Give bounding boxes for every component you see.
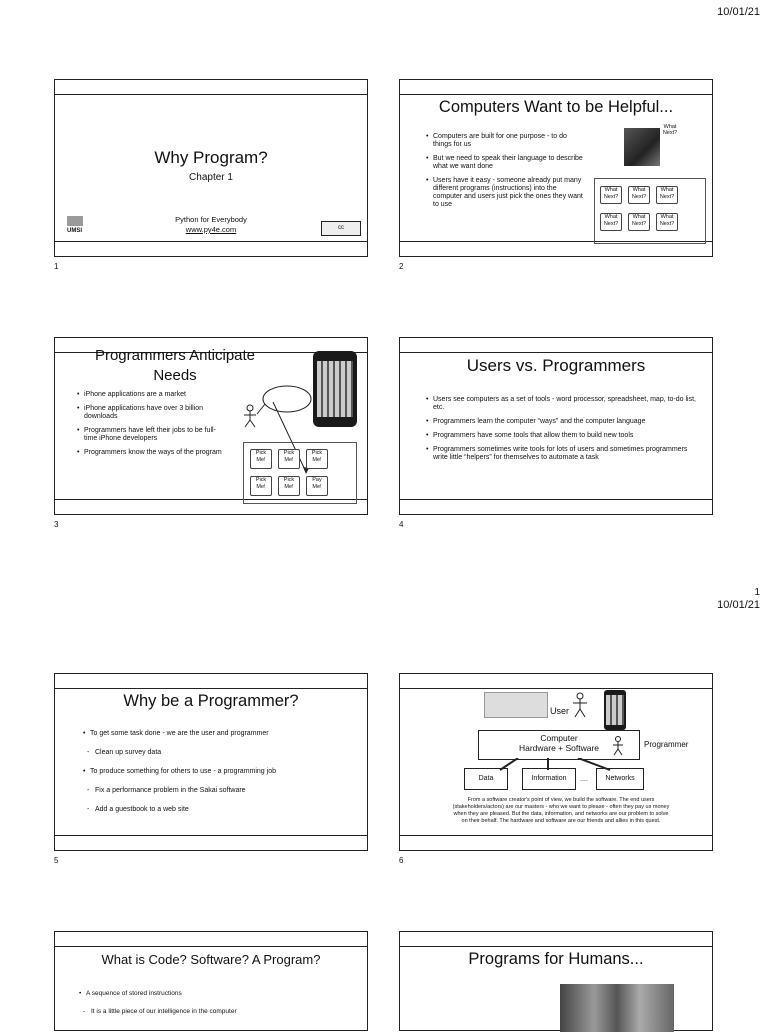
list-item: - Add a guestbook to a web site xyxy=(83,806,353,814)
user-label: User xyxy=(550,706,570,716)
people-photo xyxy=(560,984,674,1032)
bullet-list xyxy=(83,730,353,820)
course-link[interactable]: www.py4e.com xyxy=(185,225,237,234)
slide-8 xyxy=(399,931,713,1031)
programmer-stick-figure-icon xyxy=(610,736,626,756)
list-item: • iPhone applications are a market xyxy=(77,391,225,399)
app-box: Pick Me! xyxy=(278,449,300,469)
program-box: What Next? xyxy=(628,213,650,231)
hw-label-1: Computer xyxy=(540,733,578,743)
slide-number: 4 xyxy=(399,520,404,529)
phone-icon xyxy=(604,690,626,730)
programmer-label: Programmer xyxy=(644,740,689,749)
slide-caption: From a software creator's point of view, we build the software. The end users (stakeholders/actors) are our masters - who we want to please - often they pay us money when they are pleased. But the data, information, and networks are our problem to solve on their behalf. The hardware and software are our friends and allies in this quest. xyxy=(452,797,670,824)
app-box: Pick Me! xyxy=(250,449,272,469)
list-item: • Programmers sometimes write tools for lots of users and sometimes programmers write little “helpers” for themselves to automate a task xyxy=(426,446,701,462)
slide-3 xyxy=(54,337,368,515)
slide-7 xyxy=(54,931,368,1031)
slide-6 xyxy=(399,673,713,851)
list-item: • Programmers learn the computer “ways” and the computer language xyxy=(426,418,701,426)
program-box: What Next? xyxy=(600,186,622,204)
list-item: • Programmers have left their jobs to be full-time iPhone developers xyxy=(77,427,225,443)
slide-title: Computers Want to be Helpful... xyxy=(438,98,674,116)
slide-number: 3 xyxy=(54,520,59,529)
slide-subtitle: Chapter 1 xyxy=(189,172,233,183)
program-box: What Next? xyxy=(656,213,678,231)
slide-number: 1 xyxy=(54,262,59,271)
slide-title: Why be a Programmer? xyxy=(123,692,299,710)
slide-title: Programs for Humans... xyxy=(468,950,644,968)
what-next-bubble: What Next? xyxy=(662,124,678,136)
ellipsis-label: .... xyxy=(580,776,588,783)
app-box: Pick Me! xyxy=(278,476,300,496)
data-box: Data xyxy=(464,768,508,790)
cc-license-icon: cc xyxy=(321,221,361,236)
slide-5 xyxy=(54,673,368,851)
bullet-list xyxy=(79,990,349,1022)
slide-2 xyxy=(399,79,713,257)
list-item: • But we need to speak their language to describe what we want done xyxy=(426,155,586,171)
information-box: Information xyxy=(522,768,576,790)
bullet-list xyxy=(77,391,225,463)
page-number: 1 xyxy=(754,587,760,598)
program-box: What Next? xyxy=(628,186,650,204)
slide-title: What is Code? Software? A Program? xyxy=(101,952,321,967)
list-item: • To produce something for others to use - a programming job xyxy=(83,768,353,776)
networks-box: Networks xyxy=(596,768,644,790)
course-name: Python for Everybody xyxy=(175,215,247,224)
bullet-list xyxy=(426,396,701,468)
slide-number: 2 xyxy=(399,262,404,271)
umsi-logo-icon xyxy=(67,216,83,226)
app-box: Pick Me! xyxy=(306,449,328,469)
slide-4 xyxy=(399,337,713,515)
print-date-mid: 10/01/21 xyxy=(717,599,760,611)
list-item: - It is a little piece of our intelligence in the computer xyxy=(79,1008,349,1016)
list-item: • Programmers know the ways of the program xyxy=(77,449,225,457)
list-item: - Clean up survey data xyxy=(83,749,353,757)
slide-title: Programmers Anticipate Needs xyxy=(94,347,256,384)
document-thumbnail-icon xyxy=(484,692,548,718)
slide-title: Why Program? xyxy=(154,148,268,167)
logo-text: UMSI xyxy=(67,228,82,234)
computer-chip-icon xyxy=(624,128,660,166)
list-item: • Computers are built for one purpose - to do things for us xyxy=(426,133,586,149)
list-item: • Users have it easy - someone already put many different programs (instructions) into the computer and users just pick the ones they want to use xyxy=(426,177,586,209)
list-item: • To get some task done - we are the user and programmer xyxy=(83,730,353,738)
list-item: • A sequence of stored instructions xyxy=(79,990,349,998)
hw-label-2: Hardware + Software xyxy=(518,743,600,753)
program-box: What Next? xyxy=(600,213,622,231)
list-item: • Users see computers as a set of tools - word processor, spreadsheet, map, to-do list, etc. xyxy=(426,396,701,412)
user-stick-figure-icon xyxy=(570,692,590,720)
list-item: • Programmers have some tools that allow them to build new tools xyxy=(426,432,701,440)
program-box: What Next? xyxy=(656,186,678,204)
slide-number: 5 xyxy=(54,856,59,865)
list-item: - Fix a performance problem in the Sakai software xyxy=(83,787,353,795)
slide-1 xyxy=(54,79,368,257)
slide-number: 6 xyxy=(399,856,404,865)
app-box: Pay Me! xyxy=(306,476,328,496)
list-item: • iPhone applications have over 3 billion downloads xyxy=(77,405,225,421)
slide-title: Users vs. Programmers xyxy=(466,356,646,375)
print-date-top: 10/01/21 xyxy=(717,6,760,18)
bullet-list xyxy=(426,133,586,215)
app-box: Pick Me! xyxy=(250,476,272,496)
